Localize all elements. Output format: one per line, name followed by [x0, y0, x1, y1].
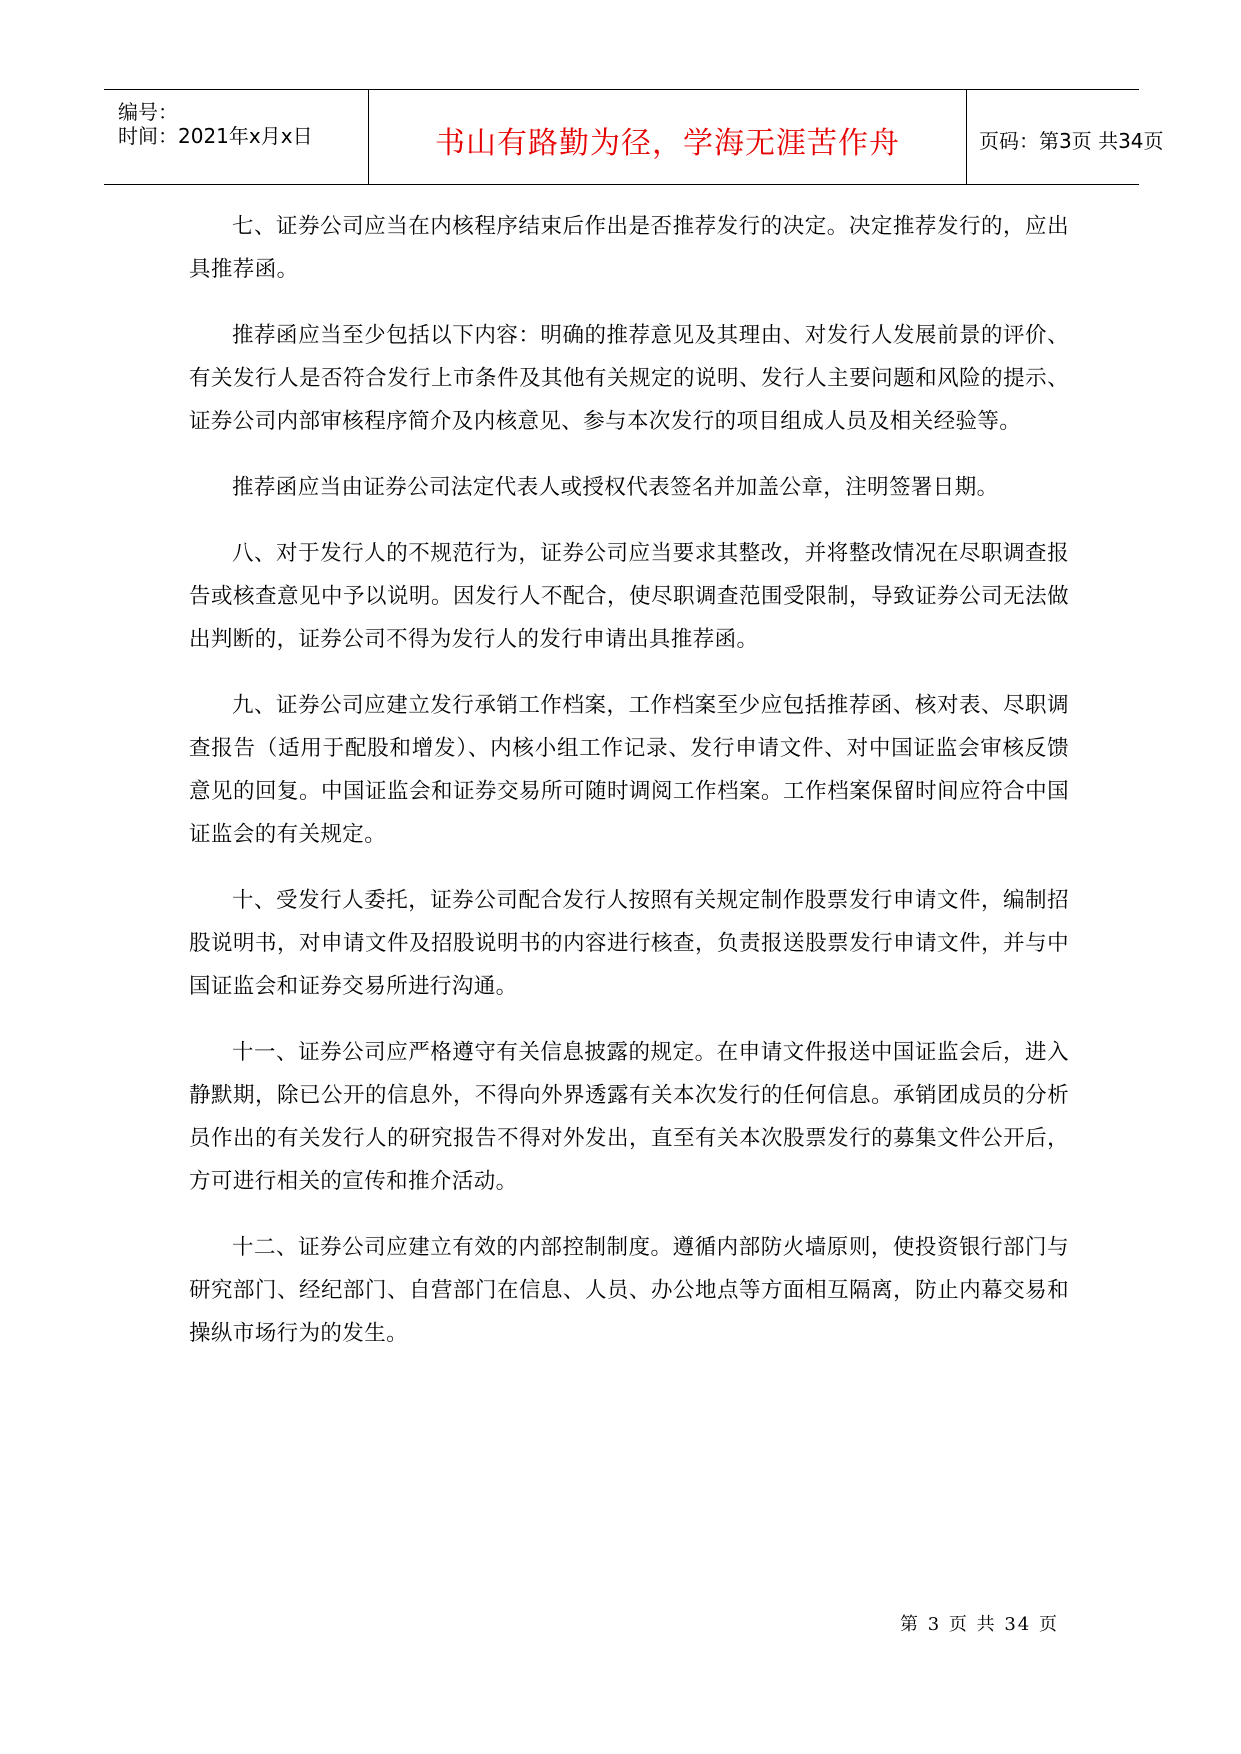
paragraph: 八、对于发行人的不规范行为，证券公司应当要求其整改，并将整改情况在尽职调查报告或核查意见中予以说明。因发行人不配合，使尽职调查范围受限制，导致证券公司无法做出判断的，证券公司不得为发行人的发行申请出具推荐函。: [189, 541, 1069, 652]
document-number-label: 编号：: [118, 100, 178, 124]
document-body: [189, 205, 1069, 1378]
paragraph: 推荐函应当由证券公司法定代表人或授权代表签名并加盖公章，注明签署日期。: [232, 475, 999, 500]
paragraph: 十二、证券公司应建立有效的内部控制制度。遵循内部防火墙原则，使投资银行部门与研究部门、经纪部门、自营部门在信息、人员、办公地点等方面相互隔离，防止内幕交易和操纵市场行为的发生。: [189, 1235, 1069, 1346]
document-time-label: 时间：2021年x月x日: [118, 124, 313, 148]
page-footer-number: 第 3 页 共 34 页: [900, 1614, 1059, 1635]
header-page-cell: [967, 90, 1164, 184]
header-page-info: 页码：第3页 共34页: [979, 129, 1164, 153]
paragraph: 十、受发行人委托，证券公司配合发行人按照有关规定制作股票发行申请文件，编制招股说明书，对申请文件及招股说明书的内容进行核查，负责报送股票发行申请文件，并与中国证监会和证券交易所进行沟通。: [189, 888, 1069, 999]
paragraph: 九、证券公司应建立发行承销工作档案，工作档案至少应包括推荐函、核对表、尽职调查报告（适用于配股和增发）、内核小组工作记录、发行申请文件、对中国证监会审核反馈意见的回复。中国证监会和证券交易所可随时调阅工作档案。工作档案保留时间应符合中国证监会的有关规定。: [189, 693, 1069, 847]
page-header: [104, 89, 1164, 185]
paragraph: 十一、证券公司应严格遵守有关信息披露的规定。在申请文件报送中国证监会后，进入静默期，除已公开的信息外，不得向外界透露有关本次发行的任何信息。承销团成员的分析员作出的有关发行人的研究报告不得对外发出，直至有关本次股票发行的募集文件公开后，方可进行相关的宣传和推介活动。: [189, 1040, 1069, 1194]
paragraph: 七、证券公司应当在内核程序结束后作出是否推荐发行的决定。决定推荐发行的，应出具推荐函。: [189, 214, 1069, 282]
header-motto-cell: [369, 90, 967, 184]
header-meta-cell: [104, 90, 369, 184]
paragraph: 推荐函应当至少包括以下内容：明确的推荐意见及其理由、对发行人发展前景的评价、有关发行人是否符合发行上市条件及其他有关规定的说明、发行人主要问题和风险的提示、证券公司内部审核程序简介及内核意见、参与本次发行的项目组成人员及相关经验等。: [189, 323, 1069, 434]
header-motto: 书山有路勤为径，学海无涯苦作舟: [435, 126, 900, 161]
